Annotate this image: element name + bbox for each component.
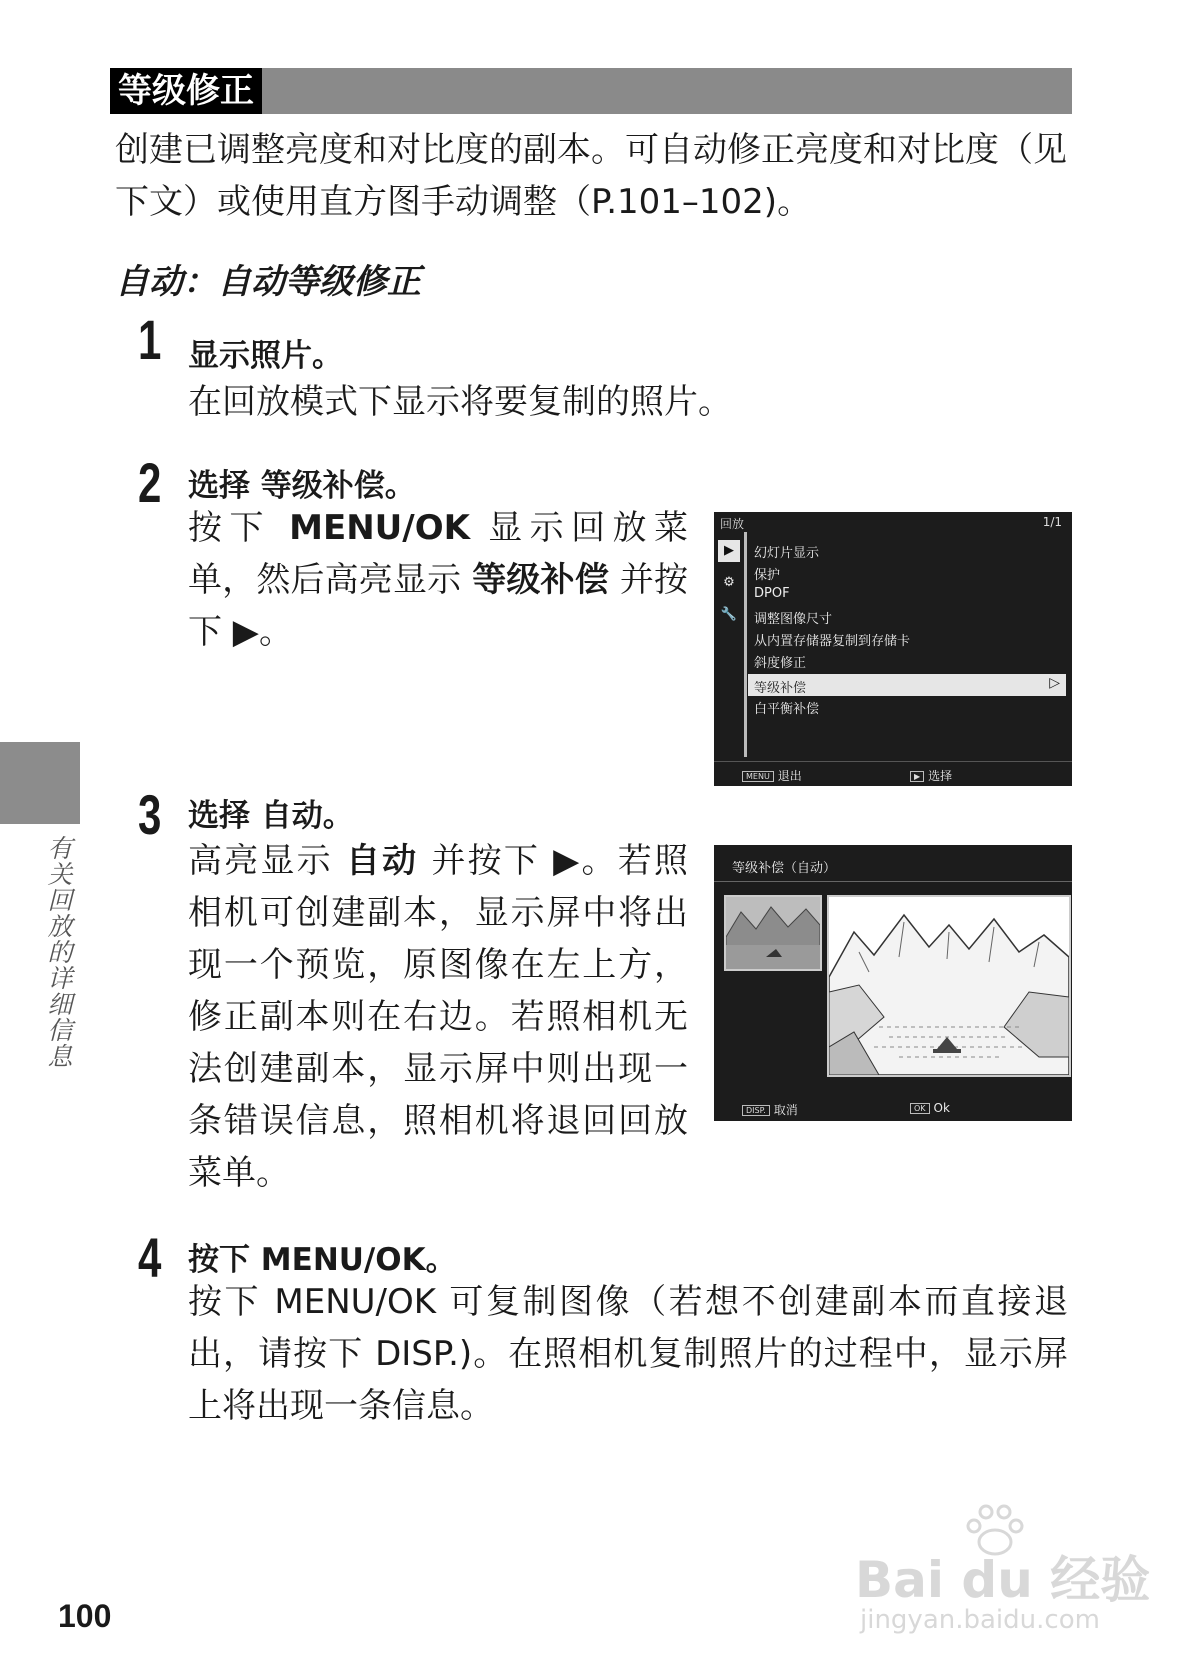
- step-title: 选择 自动。: [188, 798, 354, 834]
- menu-item: 斜度修正: [754, 656, 807, 671]
- step-text: 显示回放菜单，然后高亮显示: [188, 508, 688, 600]
- step-number: 1: [138, 308, 162, 371]
- screen-title: 等级补偿（自动）: [732, 861, 837, 876]
- step-body: [188, 502, 688, 658]
- menu-item: 从内置存储器复制到存储卡: [754, 634, 911, 649]
- section-title: 等级修正: [110, 68, 262, 114]
- screen-page-indicator: 1/1: [1042, 515, 1062, 529]
- step-text: 按下: [188, 508, 290, 548]
- menu-option-name: 自动: [345, 841, 419, 881]
- wrench-tab-icon: 🔧: [720, 607, 738, 622]
- menu-item: DPOF: [754, 586, 790, 601]
- step-body: [188, 835, 688, 1199]
- screen-footer: [714, 761, 1072, 786]
- footer-exit-label: 退出: [777, 769, 802, 783]
- subheading: 自动：自动等级修正: [115, 262, 421, 302]
- footer-ok-label: Ok: [933, 1101, 950, 1115]
- step-body: [188, 1276, 1068, 1432]
- step-title: 按下 MENU/OK。: [188, 1242, 457, 1278]
- step-title: 显示照片。: [188, 338, 343, 374]
- step-text: 可复制图像（若想不创建副本而直接退出，请按下 DISP.)。在照相机复制照片的过程中，显示屏上将出现一条信息。: [188, 1282, 1068, 1426]
- step-text: 并按下 ▶。若照相机可创建副本，显示屏中将出现一个预览，原图像在左上方，修正副本则在右边。若照相机无法创建副本，显示屏中则出现一条错误信息，照相机将退回回放菜单。: [188, 841, 689, 1193]
- footer-ok: [910, 1101, 950, 1115]
- watermark-url: jingyan.baidu.com: [860, 1605, 1100, 1635]
- camera-screen-level-preview: [714, 845, 1072, 1121]
- original-landscape-image: [726, 897, 820, 969]
- step-body: 在回放模式下显示将要复制的照片。: [188, 382, 732, 422]
- chapter-side-tab: [0, 742, 80, 824]
- footer-exit: [742, 767, 802, 784]
- camera-screen-playback-menu: [714, 512, 1072, 786]
- step-number: 2: [138, 451, 162, 514]
- footer-select: [910, 767, 952, 784]
- step-number: 4: [138, 1226, 162, 1289]
- menu-item: 调整图像尺寸: [754, 612, 833, 627]
- screen-divider: [714, 881, 1072, 882]
- menu-item: 保护: [754, 568, 781, 583]
- original-image-thumbnail: [724, 895, 822, 971]
- menu-item: 幻灯片显示: [754, 546, 820, 561]
- play-key-icon: ▶: [910, 771, 924, 782]
- paw-logo-icon: [960, 1500, 1030, 1560]
- footer-cancel-label: 取消: [773, 1103, 798, 1117]
- menu-item: 白平衡补偿: [754, 702, 820, 717]
- corrected-landscape-image: [829, 897, 1069, 1075]
- screen-header: 回放: [720, 517, 745, 531]
- step-text: 并按下 ▶。: [188, 560, 688, 652]
- menu-ok-key: MENU/OK: [289, 508, 470, 548]
- footer-select-label: 选择: [928, 769, 953, 783]
- menu-option-name: 等级补偿: [472, 560, 609, 600]
- intro-paragraph: 创建已调整亮度和对比度的副本。可自动修正亮度和对比度（见下文）或使用直方图手动调整（P.101–102)。: [115, 130, 1067, 222]
- menu-divider: [744, 532, 747, 757]
- footer-cancel: [742, 1101, 798, 1118]
- disp-key-icon: DISP.: [742, 1105, 770, 1116]
- screen-footer: [714, 1095, 1072, 1121]
- step-text: 按下: [188, 1282, 275, 1322]
- watermark-brand: Bai du 经验: [855, 1551, 1151, 1609]
- submenu-arrow-icon: ▷: [1049, 675, 1060, 691]
- menu-item-selected: 等级补偿: [754, 681, 807, 696]
- menu-key-icon: MENU: [742, 771, 774, 782]
- step-text: 高亮显示: [188, 841, 346, 881]
- playback-tab-icon: ▶: [718, 540, 740, 562]
- ok-key-icon: OK: [910, 1103, 930, 1114]
- menu-ok-key: MENU/OK: [274, 1282, 437, 1322]
- page-number: 100: [58, 1598, 112, 1634]
- settings-tab-icon: ⚙: [723, 575, 735, 590]
- corrected-image-preview: [827, 895, 1071, 1077]
- step-title: 选择 等级补偿。: [188, 468, 416, 504]
- step-number: 3: [138, 783, 162, 846]
- chapter-side-label: 有关回放的详细信息: [44, 835, 73, 1069]
